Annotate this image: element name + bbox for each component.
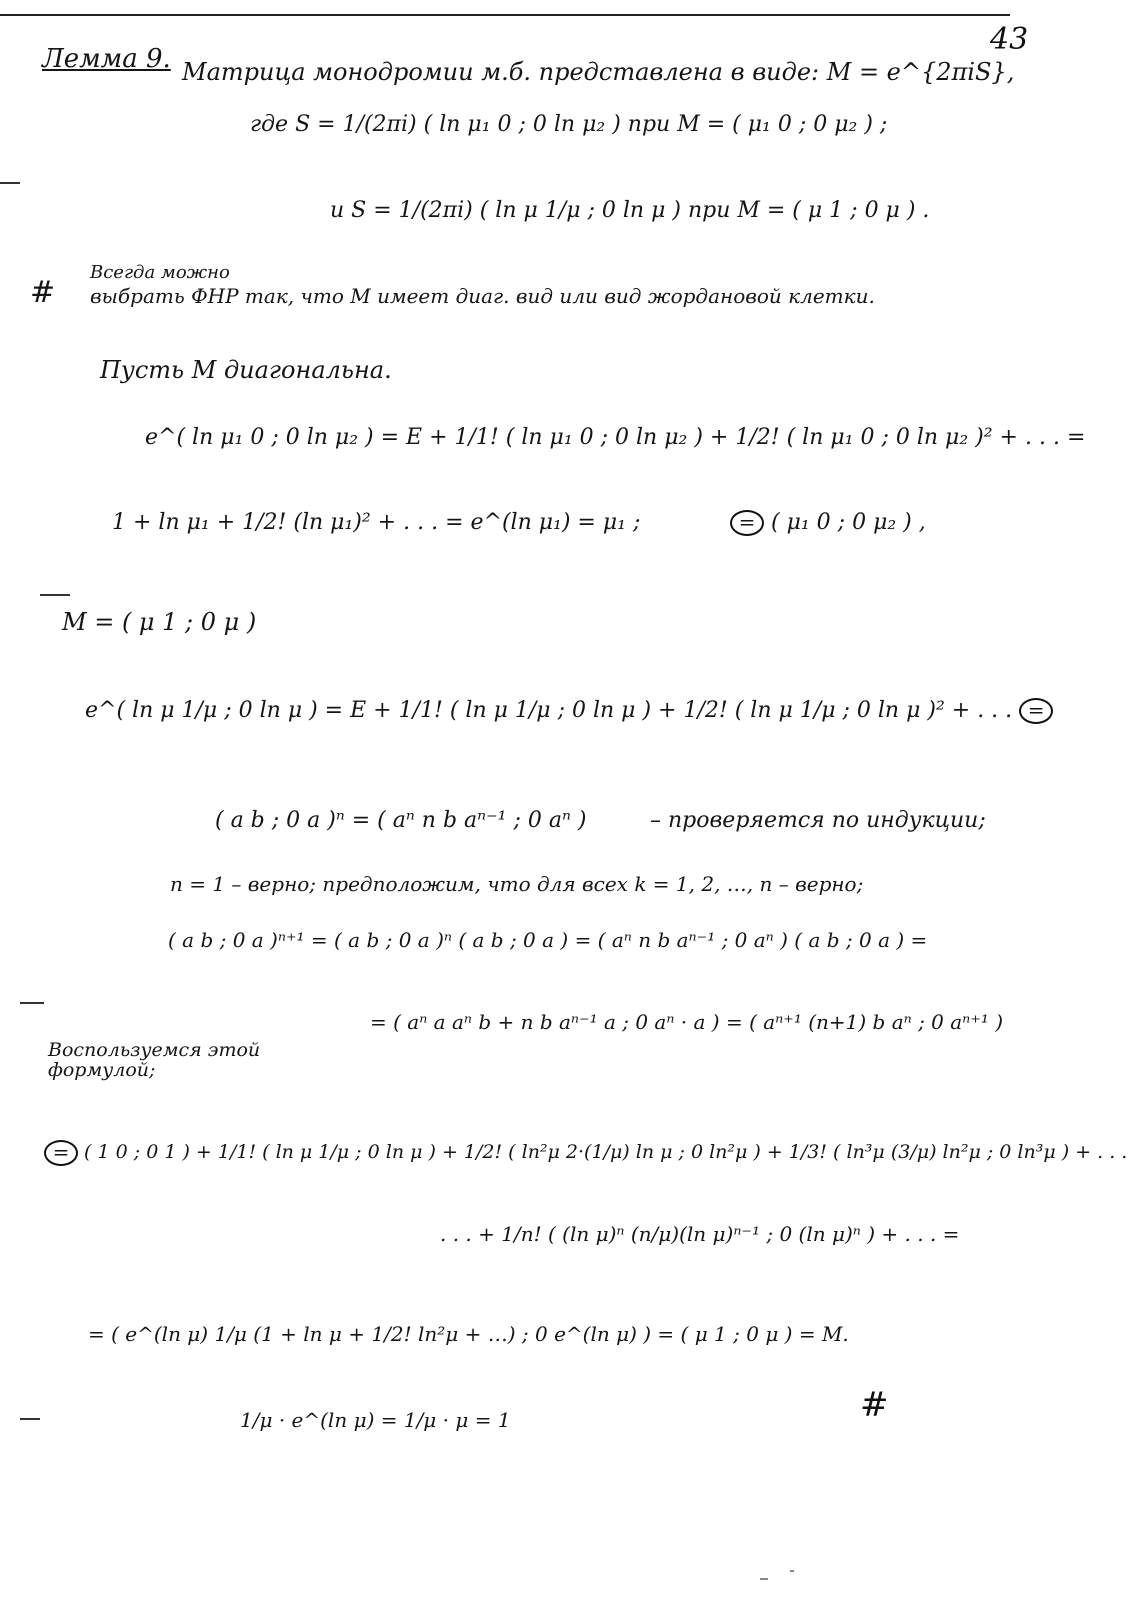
lemma-statement: Матрица монодромии м.б. представлена в виде: M = e^{2πiS}, xyxy=(182,58,1015,86)
margin-tick xyxy=(20,1418,40,1420)
auxiliary-note: 1/μ · e^(ln μ) = 1/μ · μ = 1 xyxy=(240,1408,511,1432)
choice-line-2: выбрать ФНР так, что M имеет диаг. вид или вид жордановой клетки. xyxy=(90,284,875,308)
scan-speck xyxy=(790,1570,794,1572)
jordan-series-text: e^( ln μ 1/μ ; 0 ln μ ) = E + 1/1! ( ln μ 1/μ ; 0 ln μ ) + 1/2! ( ln μ 1/μ ; 0 ln μ )² + . . . xyxy=(85,698,1013,723)
choice-line-1: Всегда можно xyxy=(90,262,230,283)
diagonal-result-matrix: ( μ₁ 0 ; 0 μ₂ ) , xyxy=(771,510,926,535)
page-number: 43 xyxy=(990,22,1029,57)
induction-step-2: = ( aⁿ a aⁿ b + n b aⁿ⁻¹ a ; 0 aⁿ · a ) = ( aⁿ⁺¹ (n+1) b aⁿ ; 0 aⁿ⁺¹ ) xyxy=(370,1010,1004,1034)
scalar-series: 1 + ln μ₁ + 1/2! (ln μ₁)² + . . . = e^(ln μ₁) = μ₁ ; xyxy=(112,510,641,535)
proof-start-mark: # xyxy=(30,275,56,310)
jordan-series xyxy=(85,698,1053,724)
diagonal-series: e^( ln μ₁ 0 ; 0 ln μ₂ ) = E + 1/1! ( ln μ₁ 0 ; 0 ln μ₂ ) + 1/2! ( ln μ₁ 0 ; 0 ln μ₂ )² + . . . = xyxy=(145,425,1086,450)
lemma-where-jordan: и S = 1/(2πi) ( ln μ 1/μ ; 0 ln μ ) при M = ( μ 1 ; 0 μ ) . xyxy=(330,198,930,223)
expansion-line-1-text: ( 1 0 ; 0 1 ) + 1/1! ( ln μ 1/μ ; 0 ln μ ) + 1/2! ( ln²μ 2·(1/μ) ln μ ; 0 ln²μ ) + 1/3! ( ln³μ (3/μ) ln²μ ; 0 ln³μ ) + . . . xyxy=(84,1141,1128,1163)
top-rule xyxy=(0,14,1010,16)
equals-circle-icon: = xyxy=(730,510,764,536)
diagonal-result xyxy=(730,510,926,536)
final-result: = ( e^(ln μ) 1/μ (1 + ln μ + 1/2! ln²μ + …) ; 0 e^(ln μ) ) = ( μ 1 ; 0 μ ) = M. xyxy=(88,1322,849,1346)
scan-speck xyxy=(760,1578,768,1580)
induction-base: n = 1 – верно; предположим, что для всех k = 1, 2, …, n – верно; xyxy=(170,872,864,896)
jordan-definition: M = ( μ 1 ; 0 μ ) xyxy=(62,608,257,636)
equals-circle-icon: = xyxy=(1019,698,1053,724)
proof-end-mark: # xyxy=(860,1385,889,1425)
diagonal-intro: Пусть M диагональна. xyxy=(100,356,392,384)
lemma-label: Лемма 9. xyxy=(42,44,171,74)
use-formula-note: Воспользуемся этой формулой; xyxy=(48,1039,261,1081)
expansion-line-1 xyxy=(44,1140,1127,1166)
equals-circle-icon: = xyxy=(44,1140,78,1166)
induction-step-1: ( a b ; 0 a )ⁿ⁺¹ = ( a b ; 0 a )ⁿ ( a b ; 0 a ) = ( aⁿ n b aⁿ⁻¹ ; 0 aⁿ ) ( a b ; 0 a ) = xyxy=(168,928,928,952)
expansion-line-2: . . . + 1/n! ( (ln μ)ⁿ (n/μ)(ln μ)ⁿ⁻¹ ; 0 (ln μ)ⁿ ) + . . . = xyxy=(440,1222,960,1246)
power-formula-note: – проверяется по индукции; xyxy=(650,808,986,833)
margin-tick xyxy=(0,182,20,184)
power-formula: ( a b ; 0 a )ⁿ = ( aⁿ n b aⁿ⁻¹ ; 0 aⁿ ) xyxy=(215,808,587,833)
lemma-where-diagonal: где S = 1/(2πi) ( ln μ₁ 0 ; 0 ln μ₂ ) при M = ( μ₁ 0 ; 0 μ₂ ) ; xyxy=(250,112,888,137)
margin-tick xyxy=(20,1002,44,1004)
margin-tick xyxy=(40,594,70,596)
